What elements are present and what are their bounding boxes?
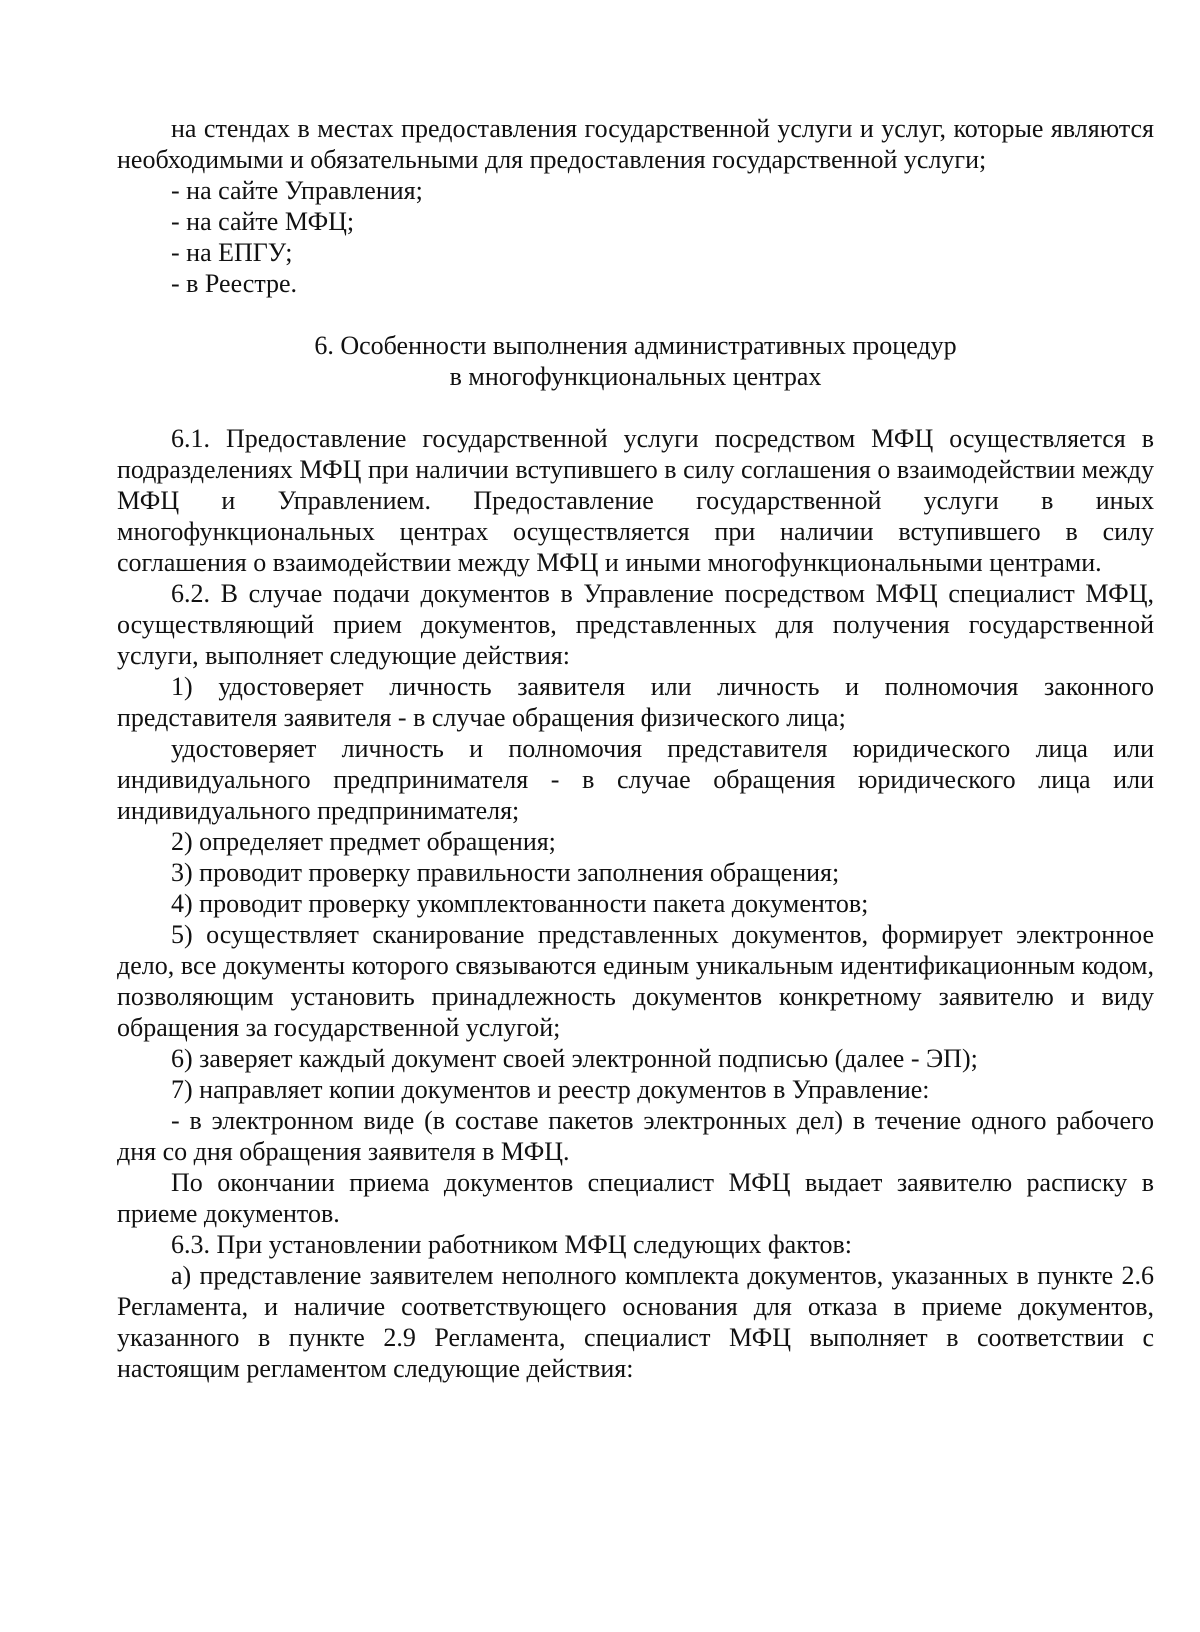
- list-item-reestr: - в Реестре.: [171, 269, 298, 298]
- list-item-epgu: - на ЕПГУ;: [171, 238, 293, 267]
- list-item-site-upravleniya: - на сайте Управления;: [171, 176, 423, 205]
- paragraph-6-2-item-5: 5) осуществляет сканирование представленных документов, формирует электронное дело, все документы которого связываются единым уникальным идентификационным кодом, позволяющим установить принадлежность документов конкретному заявителю и виду обращения за государственной услугой;: [117, 920, 1154, 1042]
- paragraph-6-2-item-6: 6) заверяет каждый документ своей электронной подписью (далее - ЭП);: [171, 1044, 978, 1073]
- paragraph-6-2-item-7-electronic: - в электронном виде (в составе пакетов электронных дел) в течение одного рабочего дня со дня обращения заявителя в МФЦ.: [117, 1106, 1154, 1166]
- paragraph-6-2-item-7: 7) направляет копии документов и реестр документов в Управление:: [171, 1075, 930, 1104]
- document-body: [117, 113, 1154, 1384]
- paragraph-6-2-item-1: 1) удостоверяет личность заявителя или личность и полномочия законного представителя заявителя - в случае обращения физического лица;: [117, 672, 1154, 732]
- paragraph-6-2-item-3: 3) проводит проверку правильности заполнения обращения;: [171, 858, 840, 887]
- paragraph-6-2: 6.2. В случае подачи документов в Управление посредством МФЦ специалист МФЦ, осуществляющий прием документов, представленных для получения государственной услуги, выполняет следующие действия:: [117, 579, 1154, 670]
- paragraph-stands: на стендах в местах предоставления государственной услуги и услуг, которые являются необходимыми и обязательными для предоставления государственной услуги;: [117, 114, 1154, 174]
- paragraph-6-3: 6.3. При установлении работником МФЦ следующих фактов:: [171, 1230, 853, 1259]
- paragraph-6-2-item-4: 4) проводит проверку укомплектованности пакета документов;: [171, 889, 869, 918]
- paragraph-6-3-item-a: а) представление заявителем неполного комплекта документов, указанных в пункте 2.6 Регламента, и наличие соответствующего основания для отказа в приеме документов, указанного в пункте 2.9 Регламента, специалист МФЦ выполняет в соответствии с настоящим регламентом следующие действия:: [117, 1261, 1154, 1383]
- section-heading-line2: в многофункциональных центрах: [449, 362, 822, 391]
- paragraph-receipt: По окончании приема документов специалист МФЦ выдает заявителю расписку в приеме документов.: [117, 1168, 1154, 1228]
- list-item-site-mfc: - на сайте МФЦ;: [171, 207, 355, 236]
- paragraph-6-2-item-2: 2) определяет предмет обращения;: [171, 827, 556, 856]
- paragraph-6-2-item-1-continued: удостоверяет личность и полномочия представителя юридического лица или индивидуального предпринимателя - в случае обращения юридического лица или индивидуального предпринимателя;: [117, 734, 1154, 825]
- paragraph-6-1: 6.1. Предоставление государственной услуги посредством МФЦ осуществляется в подразделениях МФЦ при наличии вступившего в силу соглашения о взаимодействии между МФЦ и Управлением. Предоставление государственной услуги в иных многофункциональных центрах осуществляется при наличии вступившего в силу соглашения о взаимодействии между МФЦ и иными многофункциональными центрами.: [117, 424, 1154, 577]
- section-heading-line1: 6. Особенности выполнения административных процедур: [314, 331, 957, 360]
